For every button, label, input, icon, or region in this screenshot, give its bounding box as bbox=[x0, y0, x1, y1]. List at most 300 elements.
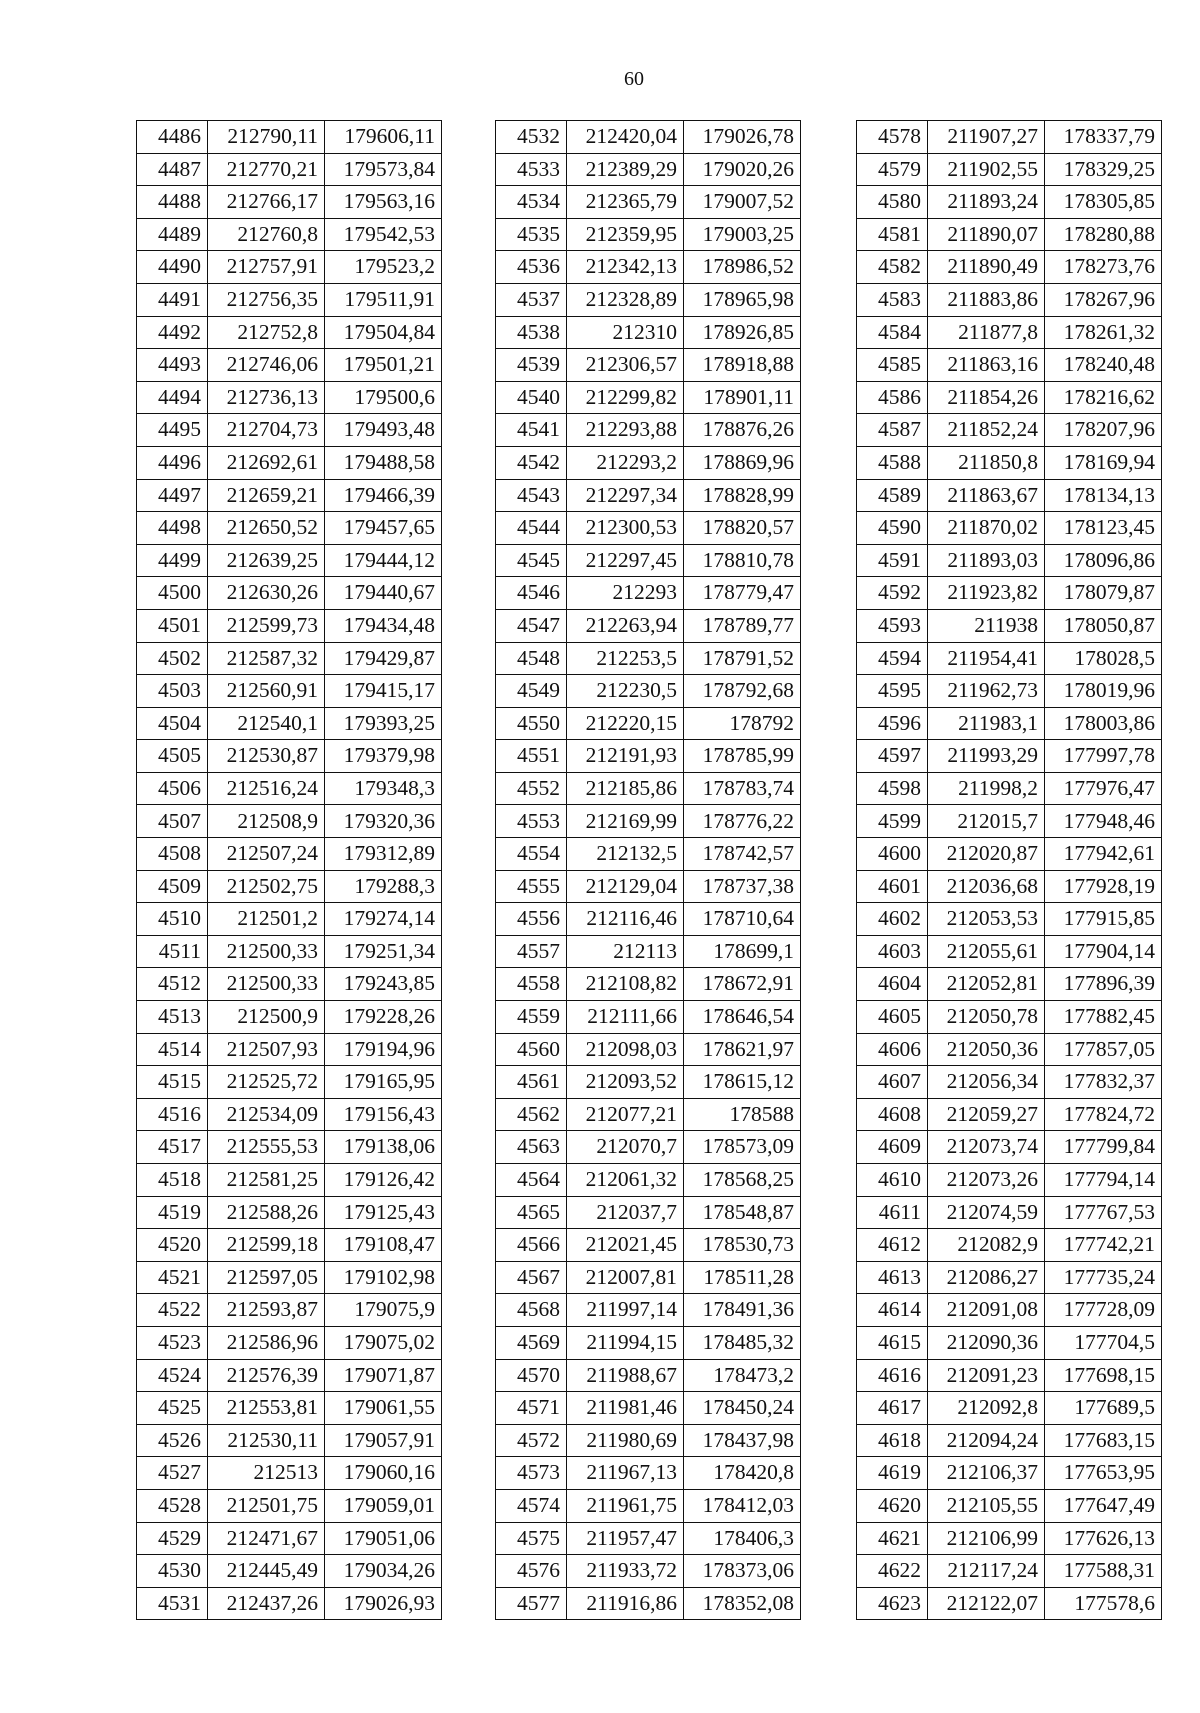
table-row bbox=[137, 577, 442, 610]
y-coordinate-cell: 179243,85 bbox=[325, 968, 442, 1001]
y-coordinate-cell: 178789,77 bbox=[684, 609, 801, 642]
table-row bbox=[857, 1229, 1162, 1262]
point-number-cell: 4490 bbox=[137, 251, 208, 284]
y-coordinate-cell: 178986,52 bbox=[684, 251, 801, 284]
y-coordinate-cell: 179542,53 bbox=[325, 218, 442, 251]
point-number-cell: 4547 bbox=[496, 609, 567, 642]
point-number-cell: 4502 bbox=[137, 642, 208, 675]
x-coordinate-cell: 212328,89 bbox=[567, 283, 684, 316]
table-row bbox=[496, 381, 801, 414]
y-coordinate-cell: 179523,2 bbox=[325, 251, 442, 284]
y-coordinate-cell: 179274,14 bbox=[325, 903, 442, 936]
y-coordinate-cell: 179511,91 bbox=[325, 283, 442, 316]
x-coordinate-cell: 212015,7 bbox=[928, 805, 1045, 838]
point-number-cell: 4603 bbox=[857, 935, 928, 968]
y-coordinate-cell: 179288,3 bbox=[325, 870, 442, 903]
x-coordinate-cell: 211893,24 bbox=[928, 186, 1045, 219]
y-coordinate-cell: 179573,84 bbox=[325, 153, 442, 186]
point-number-cell: 4499 bbox=[137, 544, 208, 577]
point-number-cell: 4538 bbox=[496, 316, 567, 349]
y-coordinate-cell: 178810,78 bbox=[684, 544, 801, 577]
table-row bbox=[857, 707, 1162, 740]
x-coordinate-cell: 212501,2 bbox=[208, 903, 325, 936]
table-row bbox=[857, 1098, 1162, 1131]
y-coordinate-cell: 179007,52 bbox=[684, 186, 801, 219]
table-row bbox=[137, 1489, 442, 1522]
y-coordinate-cell: 178096,86 bbox=[1045, 544, 1162, 577]
table-row bbox=[496, 935, 801, 968]
point-number-cell: 4600 bbox=[857, 838, 928, 871]
y-coordinate-cell: 178615,12 bbox=[684, 1066, 801, 1099]
table-row bbox=[857, 1131, 1162, 1164]
y-coordinate-cell: 178699,1 bbox=[684, 935, 801, 968]
table-row bbox=[137, 870, 442, 903]
table-row bbox=[857, 1522, 1162, 1555]
point-number-cell: 4582 bbox=[857, 251, 928, 284]
x-coordinate-cell: 211850,8 bbox=[928, 446, 1045, 479]
x-coordinate-cell: 211877,8 bbox=[928, 316, 1045, 349]
y-coordinate-cell: 178169,94 bbox=[1045, 446, 1162, 479]
table-row bbox=[137, 1229, 442, 1262]
point-number-cell: 4609 bbox=[857, 1131, 928, 1164]
point-number-cell: 4488 bbox=[137, 186, 208, 219]
point-number-cell: 4492 bbox=[137, 316, 208, 349]
x-coordinate-cell: 211962,73 bbox=[928, 675, 1045, 708]
x-coordinate-cell: 212185,86 bbox=[567, 772, 684, 805]
table-row bbox=[137, 1261, 442, 1294]
x-coordinate-cell: 212052,81 bbox=[928, 968, 1045, 1001]
y-coordinate-cell: 178792 bbox=[684, 707, 801, 740]
x-coordinate-cell: 212090,36 bbox=[928, 1326, 1045, 1359]
y-coordinate-cell: 179606,11 bbox=[325, 121, 442, 154]
x-coordinate-cell: 212639,25 bbox=[208, 544, 325, 577]
point-number-cell: 4517 bbox=[137, 1131, 208, 1164]
coordinates-table-1 bbox=[136, 120, 442, 1620]
x-coordinate-cell: 211863,67 bbox=[928, 479, 1045, 512]
y-coordinate-cell: 178820,57 bbox=[684, 512, 801, 545]
point-number-cell: 4554 bbox=[496, 838, 567, 871]
y-coordinate-cell: 179075,9 bbox=[325, 1294, 442, 1327]
table-row bbox=[857, 642, 1162, 675]
table-row bbox=[137, 1392, 442, 1425]
table-row bbox=[137, 1457, 442, 1490]
point-number-cell: 4596 bbox=[857, 707, 928, 740]
point-number-cell: 4543 bbox=[496, 479, 567, 512]
point-number-cell: 4608 bbox=[857, 1098, 928, 1131]
table-row bbox=[496, 414, 801, 447]
table-row bbox=[496, 1261, 801, 1294]
y-coordinate-cell: 179466,39 bbox=[325, 479, 442, 512]
point-number-cell: 4509 bbox=[137, 870, 208, 903]
x-coordinate-cell: 212037,7 bbox=[567, 1196, 684, 1229]
x-coordinate-cell: 211988,67 bbox=[567, 1359, 684, 1392]
table-row bbox=[137, 186, 442, 219]
point-number-cell: 4528 bbox=[137, 1489, 208, 1522]
y-coordinate-cell: 177647,49 bbox=[1045, 1489, 1162, 1522]
table-row bbox=[857, 1326, 1162, 1359]
x-coordinate-cell: 212389,29 bbox=[567, 153, 684, 186]
x-coordinate-cell: 212760,8 bbox=[208, 218, 325, 251]
point-number-cell: 4531 bbox=[137, 1587, 208, 1620]
table-row bbox=[137, 609, 442, 642]
x-coordinate-cell: 212581,25 bbox=[208, 1164, 325, 1197]
table-row bbox=[137, 805, 442, 838]
x-coordinate-cell: 212073,26 bbox=[928, 1164, 1045, 1197]
y-coordinate-cell: 179003,25 bbox=[684, 218, 801, 251]
x-coordinate-cell: 212106,37 bbox=[928, 1457, 1045, 1490]
point-number-cell: 4493 bbox=[137, 349, 208, 382]
point-number-cell: 4533 bbox=[496, 153, 567, 186]
table-row bbox=[857, 1587, 1162, 1620]
x-coordinate-cell: 211998,2 bbox=[928, 772, 1045, 805]
point-number-cell: 4505 bbox=[137, 740, 208, 773]
y-coordinate-cell: 179429,87 bbox=[325, 642, 442, 675]
point-number-cell: 4571 bbox=[496, 1392, 567, 1425]
x-coordinate-cell: 212500,9 bbox=[208, 1001, 325, 1034]
point-number-cell: 4555 bbox=[496, 870, 567, 903]
point-number-cell: 4548 bbox=[496, 642, 567, 675]
table-row bbox=[496, 1587, 801, 1620]
y-coordinate-cell: 179102,98 bbox=[325, 1261, 442, 1294]
x-coordinate-cell: 212056,34 bbox=[928, 1066, 1045, 1099]
x-coordinate-cell: 212555,53 bbox=[208, 1131, 325, 1164]
x-coordinate-cell: 212530,87 bbox=[208, 740, 325, 773]
x-coordinate-cell: 212132,5 bbox=[567, 838, 684, 871]
y-coordinate-cell: 178329,25 bbox=[1045, 153, 1162, 186]
table-row bbox=[857, 903, 1162, 936]
point-number-cell: 4620 bbox=[857, 1489, 928, 1522]
y-coordinate-cell: 178548,87 bbox=[684, 1196, 801, 1229]
y-coordinate-cell: 177728,09 bbox=[1045, 1294, 1162, 1327]
point-number-cell: 4497 bbox=[137, 479, 208, 512]
y-coordinate-cell: 177904,14 bbox=[1045, 935, 1162, 968]
point-number-cell: 4527 bbox=[137, 1457, 208, 1490]
table-row bbox=[137, 1522, 442, 1555]
x-coordinate-cell: 212293,2 bbox=[567, 446, 684, 479]
x-coordinate-cell: 212106,99 bbox=[928, 1522, 1045, 1555]
x-coordinate-cell: 212086,27 bbox=[928, 1261, 1045, 1294]
y-coordinate-cell: 178216,62 bbox=[1045, 381, 1162, 414]
y-coordinate-cell: 178918,88 bbox=[684, 349, 801, 382]
table-row bbox=[496, 479, 801, 512]
y-coordinate-cell: 178742,57 bbox=[684, 838, 801, 871]
table-row bbox=[137, 1424, 442, 1457]
x-coordinate-cell: 211980,69 bbox=[567, 1424, 684, 1457]
x-coordinate-cell: 212553,81 bbox=[208, 1392, 325, 1425]
point-number-cell: 4508 bbox=[137, 838, 208, 871]
point-number-cell: 4564 bbox=[496, 1164, 567, 1197]
x-coordinate-cell: 212094,24 bbox=[928, 1424, 1045, 1457]
y-coordinate-cell: 179444,12 bbox=[325, 544, 442, 577]
point-number-cell: 4617 bbox=[857, 1392, 928, 1425]
point-number-cell: 4598 bbox=[857, 772, 928, 805]
point-number-cell: 4541 bbox=[496, 414, 567, 447]
x-coordinate-cell: 211902,55 bbox=[928, 153, 1045, 186]
table-row bbox=[137, 740, 442, 773]
x-coordinate-cell: 211954,41 bbox=[928, 642, 1045, 675]
table-row bbox=[857, 251, 1162, 284]
table-row bbox=[496, 838, 801, 871]
y-coordinate-cell: 178079,87 bbox=[1045, 577, 1162, 610]
y-coordinate-cell: 178337,79 bbox=[1045, 121, 1162, 154]
point-number-cell: 4487 bbox=[137, 153, 208, 186]
y-coordinate-cell: 178568,25 bbox=[684, 1164, 801, 1197]
table-row bbox=[137, 1164, 442, 1197]
point-number-cell: 4567 bbox=[496, 1261, 567, 1294]
x-coordinate-cell: 212770,21 bbox=[208, 153, 325, 186]
table-row bbox=[496, 1555, 801, 1588]
y-coordinate-cell: 178926,85 bbox=[684, 316, 801, 349]
point-number-cell: 4503 bbox=[137, 675, 208, 708]
table-row bbox=[857, 1001, 1162, 1034]
x-coordinate-cell: 212365,79 bbox=[567, 186, 684, 219]
y-coordinate-cell: 177742,21 bbox=[1045, 1229, 1162, 1262]
point-number-cell: 4552 bbox=[496, 772, 567, 805]
table-row bbox=[137, 1359, 442, 1392]
point-number-cell: 4590 bbox=[857, 512, 928, 545]
y-coordinate-cell: 177653,95 bbox=[1045, 1457, 1162, 1490]
y-coordinate-cell: 178050,87 bbox=[1045, 609, 1162, 642]
y-coordinate-cell: 178779,47 bbox=[684, 577, 801, 610]
table-row bbox=[137, 1326, 442, 1359]
point-number-cell: 4510 bbox=[137, 903, 208, 936]
table-row bbox=[496, 675, 801, 708]
point-number-cell: 4500 bbox=[137, 577, 208, 610]
x-coordinate-cell: 212108,82 bbox=[567, 968, 684, 1001]
y-coordinate-cell: 178123,45 bbox=[1045, 512, 1162, 545]
table-row bbox=[496, 121, 801, 154]
point-number-cell: 4618 bbox=[857, 1424, 928, 1457]
y-coordinate-cell: 178412,03 bbox=[684, 1489, 801, 1522]
table-row bbox=[857, 446, 1162, 479]
point-number-cell: 4535 bbox=[496, 218, 567, 251]
table-row bbox=[496, 1164, 801, 1197]
table-row bbox=[496, 1326, 801, 1359]
coordinates-table-2 bbox=[495, 120, 801, 1620]
y-coordinate-cell: 179488,58 bbox=[325, 446, 442, 479]
point-number-cell: 4578 bbox=[857, 121, 928, 154]
x-coordinate-cell: 211923,82 bbox=[928, 577, 1045, 610]
y-coordinate-cell: 177997,78 bbox=[1045, 740, 1162, 773]
x-coordinate-cell: 212588,26 bbox=[208, 1196, 325, 1229]
x-coordinate-cell: 211890,07 bbox=[928, 218, 1045, 251]
x-coordinate-cell: 212093,52 bbox=[567, 1066, 684, 1099]
point-number-cell: 4561 bbox=[496, 1066, 567, 1099]
table-row bbox=[496, 251, 801, 284]
y-coordinate-cell: 178420,8 bbox=[684, 1457, 801, 1490]
table-row bbox=[857, 609, 1162, 642]
point-number-cell: 4566 bbox=[496, 1229, 567, 1262]
y-coordinate-cell: 177915,85 bbox=[1045, 903, 1162, 936]
point-number-cell: 4560 bbox=[496, 1033, 567, 1066]
y-coordinate-cell: 178450,24 bbox=[684, 1392, 801, 1425]
x-coordinate-cell: 211854,26 bbox=[928, 381, 1045, 414]
point-number-cell: 4583 bbox=[857, 283, 928, 316]
table-row bbox=[137, 1294, 442, 1327]
point-number-cell: 4532 bbox=[496, 121, 567, 154]
y-coordinate-cell: 178672,91 bbox=[684, 968, 801, 1001]
x-coordinate-cell: 212437,26 bbox=[208, 1587, 325, 1620]
point-number-cell: 4507 bbox=[137, 805, 208, 838]
table-row bbox=[496, 316, 801, 349]
point-number-cell: 4622 bbox=[857, 1555, 928, 1588]
x-coordinate-cell: 212007,81 bbox=[567, 1261, 684, 1294]
point-number-cell: 4515 bbox=[137, 1066, 208, 1099]
table-row bbox=[137, 935, 442, 968]
point-number-cell: 4539 bbox=[496, 349, 567, 382]
y-coordinate-cell: 179415,17 bbox=[325, 675, 442, 708]
table-row bbox=[137, 772, 442, 805]
y-coordinate-cell: 178573,09 bbox=[684, 1131, 801, 1164]
y-coordinate-cell: 178406,3 bbox=[684, 1522, 801, 1555]
y-coordinate-cell: 178437,98 bbox=[684, 1424, 801, 1457]
y-coordinate-cell: 178373,06 bbox=[684, 1555, 801, 1588]
y-coordinate-cell: 178485,32 bbox=[684, 1326, 801, 1359]
y-coordinate-cell: 179126,42 bbox=[325, 1164, 442, 1197]
x-coordinate-cell: 212113 bbox=[567, 935, 684, 968]
x-coordinate-cell: 212599,18 bbox=[208, 1229, 325, 1262]
y-coordinate-cell: 178828,99 bbox=[684, 479, 801, 512]
y-coordinate-cell: 177824,72 bbox=[1045, 1098, 1162, 1131]
x-coordinate-cell: 212501,75 bbox=[208, 1489, 325, 1522]
table-row bbox=[857, 349, 1162, 382]
y-coordinate-cell: 179379,98 bbox=[325, 740, 442, 773]
table-row bbox=[496, 186, 801, 219]
y-coordinate-cell: 179059,01 bbox=[325, 1489, 442, 1522]
table-row bbox=[137, 1001, 442, 1034]
x-coordinate-cell: 212587,32 bbox=[208, 642, 325, 675]
table-row bbox=[137, 1066, 442, 1099]
x-coordinate-cell: 212445,49 bbox=[208, 1555, 325, 1588]
table-row bbox=[496, 1229, 801, 1262]
table-row bbox=[137, 479, 442, 512]
y-coordinate-cell: 179156,43 bbox=[325, 1098, 442, 1131]
y-coordinate-cell: 178028,5 bbox=[1045, 642, 1162, 675]
y-coordinate-cell: 177683,15 bbox=[1045, 1424, 1162, 1457]
x-coordinate-cell: 212191,93 bbox=[567, 740, 684, 773]
x-coordinate-cell: 212021,45 bbox=[567, 1229, 684, 1262]
y-coordinate-cell: 178305,85 bbox=[1045, 186, 1162, 219]
point-number-cell: 4563 bbox=[496, 1131, 567, 1164]
table-row bbox=[857, 283, 1162, 316]
y-coordinate-cell: 179457,65 bbox=[325, 512, 442, 545]
page-number: 60 bbox=[624, 68, 644, 90]
y-coordinate-cell: 177794,14 bbox=[1045, 1164, 1162, 1197]
table-row bbox=[857, 1424, 1162, 1457]
table-row bbox=[137, 251, 442, 284]
point-number-cell: 4621 bbox=[857, 1522, 928, 1555]
x-coordinate-cell: 212070,7 bbox=[567, 1131, 684, 1164]
point-number-cell: 4572 bbox=[496, 1424, 567, 1457]
y-coordinate-cell: 179060,16 bbox=[325, 1457, 442, 1490]
y-coordinate-cell: 178267,96 bbox=[1045, 283, 1162, 316]
table-row bbox=[857, 675, 1162, 708]
table-row bbox=[137, 903, 442, 936]
x-coordinate-cell: 212471,67 bbox=[208, 1522, 325, 1555]
x-coordinate-cell: 212091,23 bbox=[928, 1359, 1045, 1392]
x-coordinate-cell: 212599,73 bbox=[208, 609, 325, 642]
x-coordinate-cell: 212169,99 bbox=[567, 805, 684, 838]
x-coordinate-cell: 211981,46 bbox=[567, 1392, 684, 1425]
point-number-cell: 4558 bbox=[496, 968, 567, 1001]
point-number-cell: 4523 bbox=[137, 1326, 208, 1359]
table-row bbox=[137, 218, 442, 251]
table-row bbox=[857, 544, 1162, 577]
y-coordinate-cell: 179440,67 bbox=[325, 577, 442, 610]
y-coordinate-cell: 179563,16 bbox=[325, 186, 442, 219]
table-row bbox=[857, 381, 1162, 414]
point-number-cell: 4557 bbox=[496, 935, 567, 968]
table-row bbox=[137, 838, 442, 871]
y-coordinate-cell: 177578,6 bbox=[1045, 1587, 1162, 1620]
y-coordinate-cell: 178273,76 bbox=[1045, 251, 1162, 284]
table-row bbox=[496, 577, 801, 610]
x-coordinate-cell: 211994,15 bbox=[567, 1326, 684, 1359]
point-number-cell: 4542 bbox=[496, 446, 567, 479]
table-row bbox=[496, 870, 801, 903]
table-row bbox=[857, 186, 1162, 219]
y-coordinate-cell: 178261,32 bbox=[1045, 316, 1162, 349]
x-coordinate-cell: 212502,75 bbox=[208, 870, 325, 903]
x-coordinate-cell: 211961,75 bbox=[567, 1489, 684, 1522]
point-number-cell: 4491 bbox=[137, 283, 208, 316]
table-row bbox=[496, 544, 801, 577]
table-row bbox=[857, 479, 1162, 512]
point-number-cell: 4516 bbox=[137, 1098, 208, 1131]
table-row bbox=[496, 1098, 801, 1131]
point-number-cell: 4512 bbox=[137, 968, 208, 1001]
table-row bbox=[857, 316, 1162, 349]
y-coordinate-cell: 177626,13 bbox=[1045, 1522, 1162, 1555]
y-coordinate-cell: 179051,06 bbox=[325, 1522, 442, 1555]
point-number-cell: 4519 bbox=[137, 1196, 208, 1229]
x-coordinate-cell: 212105,55 bbox=[928, 1489, 1045, 1522]
point-number-cell: 4540 bbox=[496, 381, 567, 414]
table-row bbox=[137, 283, 442, 316]
point-number-cell: 4615 bbox=[857, 1326, 928, 1359]
point-number-cell: 4514 bbox=[137, 1033, 208, 1066]
point-number-cell: 4623 bbox=[857, 1587, 928, 1620]
table-row bbox=[137, 968, 442, 1001]
y-coordinate-cell: 178869,96 bbox=[684, 446, 801, 479]
point-number-cell: 4524 bbox=[137, 1359, 208, 1392]
table-row bbox=[496, 1424, 801, 1457]
x-coordinate-cell: 211916,86 bbox=[567, 1587, 684, 1620]
point-number-cell: 4526 bbox=[137, 1424, 208, 1457]
y-coordinate-cell: 178019,96 bbox=[1045, 675, 1162, 708]
table-row bbox=[496, 218, 801, 251]
table-row bbox=[137, 642, 442, 675]
x-coordinate-cell: 212077,21 bbox=[567, 1098, 684, 1131]
table-row bbox=[137, 675, 442, 708]
x-coordinate-cell: 212053,53 bbox=[928, 903, 1045, 936]
point-number-cell: 4595 bbox=[857, 675, 928, 708]
point-number-cell: 4553 bbox=[496, 805, 567, 838]
x-coordinate-cell: 212359,95 bbox=[567, 218, 684, 251]
table-row bbox=[137, 707, 442, 740]
x-coordinate-cell: 212299,82 bbox=[567, 381, 684, 414]
x-coordinate-cell: 211890,49 bbox=[928, 251, 1045, 284]
y-coordinate-cell: 177832,37 bbox=[1045, 1066, 1162, 1099]
table-row bbox=[496, 283, 801, 316]
y-coordinate-cell: 179026,78 bbox=[684, 121, 801, 154]
table-row bbox=[496, 1392, 801, 1425]
y-coordinate-cell: 179071,87 bbox=[325, 1359, 442, 1392]
y-coordinate-cell: 179125,43 bbox=[325, 1196, 442, 1229]
point-number-cell: 4534 bbox=[496, 186, 567, 219]
y-coordinate-cell: 178207,96 bbox=[1045, 414, 1162, 447]
y-coordinate-cell: 179501,21 bbox=[325, 349, 442, 382]
